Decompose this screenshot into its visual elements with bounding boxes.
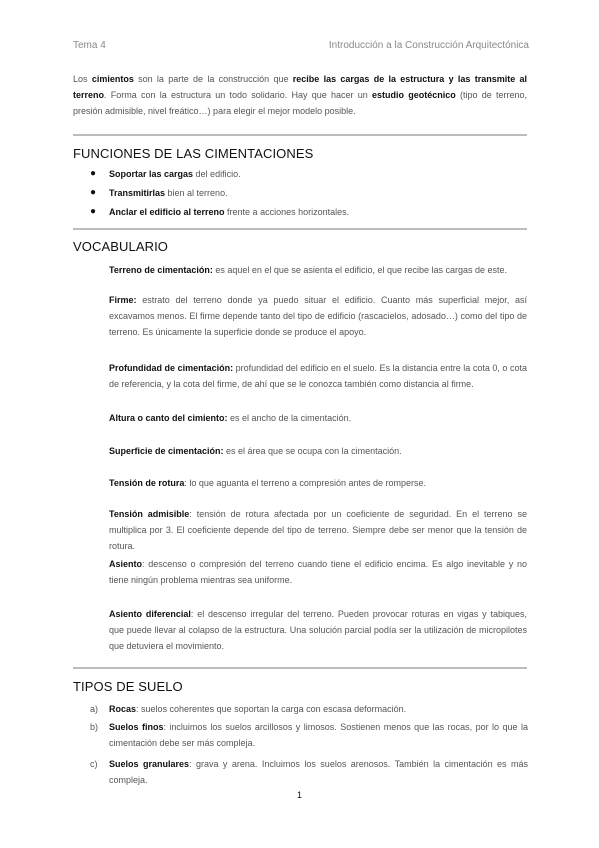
definition-item: Firme: estrato del terreno donde ya puedo situar el edificio. Cuanto más superficial mejor, así excavamos menos. El firme depende tanto del tipo de edificio (rascacielos, adosado…) como del tipo de terreno. Es únicamente la superficie donde se produce el apoyo. <box>109 295 527 337</box>
definition-item: Tensión de rotura: lo que aguanta el terreno a compresión antes de romperse. <box>109 478 426 488</box>
definition-item: Altura o canto del cimiento: es el ancho de la cimentación. <box>109 413 352 423</box>
section-divider <box>73 228 527 230</box>
page-number: 1 <box>296 790 302 800</box>
section-title-vocabulario: VOCABULARIO <box>73 239 169 254</box>
bullet-icon: ● <box>90 168 97 179</box>
header-topic: Tema 4 <box>73 40 106 51</box>
document-page: Tema 4 Introducción a la Construcción Arquitectónica Los cimientos son la parte de la construcción que recibe las cargas de la estructura y las transmite al terreno. Forma con la estructura un todo solidario. Hay que hacer un estudio geotécnico (tipo de terreno, presión admisible, nivel freático…) para elegir el mejor modelo posible. FUNCIONES DE LAS CIMENTACIONES ● Soportar las cargas del edificio. ● Transmitirlas bien al terreno. ● Anclar el edificio al terreno frente a acciones horizontales. VOCABULARIO Terreno de cimentación: es aquel en el que se asienta el edificio, el que recibe las cargas de este. Firme: estrato del terreno donde ya puedo situar el edificio. Cuanto más superficial mejor, así excavamos menos. El firme depende tanto del tipo de edificio (rascacielos, adosado…) como del tipo de terreno. Es únicamente la superficie donde se produce el apoyo. Profundidad de cimentación: profundidad del edificio en el suelo. Es la distancia entre la cota 0, o cota de referencia, y la cota del firme, de ahí que se le conozca también como distancia al firme. Altura o canto del cimiento: es el ancho de la cimentación. Superficie de cimentación: es el área que se ocupa con la cimentación. Tensión de rotura: lo que aguanta el terreno a compresión antes de romperse. Tensión admisible: tensión de rotura afectada por un coeficiente de seguridad. En el terreno se multiplica por 3. El coeficiente depende del tipo de terreno. Siempre debe ser menor que la tensión de rotura. Asiento: descenso o compresión del terreno cuando tiene el edificio encima. Es algo inevitable y no tiene ningún problema mientras sea uniforme. Asiento diferencial: el descenso irregular del terreno. Pueden provocar roturas en vigas y tabiques, que puede llevar al colapso de la estructura. Una solución parcial podía ser la utilización de micropilotes que detuviera el movimiento. TIPOS DE SUELO a) Rocas: suelos coherentes que soportan la carga con escasa deformación. b) Suelos finos: incluimos los suelos arcillosos y limosos. Sostienen menos que las rocas, por lo que la cimentación debe ser más compleja. c) Suelos granulares: grava y arena. Incluimos los suelos arenosos. También la cimentación es más compleja. 1 <box>0 0 599 848</box>
intro-paragraph: Los cimientos son la parte de la construcción que recibe las cargas de la estructura y las transmite al terreno. Forma con la estructura un todo solidario. Hay que hacer un estudio geotécnico (tipo de terreno, presión admisible, nivel freático…) para elegir el mejor modelo posible. <box>73 74 528 116</box>
definition-item: Profundidad de cimentación: profundidad del edificio en el suelo. Es la distancia entre la cota 0, o cota de referencia, y la cota del firme, de ahí que se le conozca también como distancia al firme. <box>109 363 527 389</box>
bullet-icon: ● <box>90 187 97 198</box>
definition-item: Superficie de cimentación: es el área que se ocupa con la cimentación. <box>109 446 402 456</box>
bullet-icon: ● <box>90 206 97 217</box>
section-divider <box>73 134 527 136</box>
definition-item: Asiento: descenso o compresión del terreno cuando tiene el edificio encima. Es algo inevitable y no tiene ningún problema mientras sea uniforme. <box>109 559 527 585</box>
definition-item: Asiento diferencial: el descenso irregular del terreno. Pueden provocar roturas en vigas y tabiques, que puede llevar al colapso de la estructura. Una solución parcial podía ser la utilización de micropilotes que detuviera el movimiento. <box>109 609 527 651</box>
section-title-tipos-suelo: TIPOS DE SUELO <box>73 679 183 694</box>
definition-item: Tensión admisible: tensión de rotura afectada por un coeficiente de seguridad. En el terreno se multiplica por 3. El coeficiente depende del tipo de terreno. Siempre debe ser menor que la tensión de rotura. <box>109 509 527 551</box>
section-title-funciones: FUNCIONES DE LAS CIMENTACIONES <box>73 146 314 161</box>
header-subject: Introducción a la Construcción Arquitectónica <box>328 40 529 51</box>
definition-item: Terreno de cimentación: es aquel en el que se asienta el edificio, el que recibe las cargas de este. <box>109 265 508 275</box>
section-divider <box>73 667 527 669</box>
